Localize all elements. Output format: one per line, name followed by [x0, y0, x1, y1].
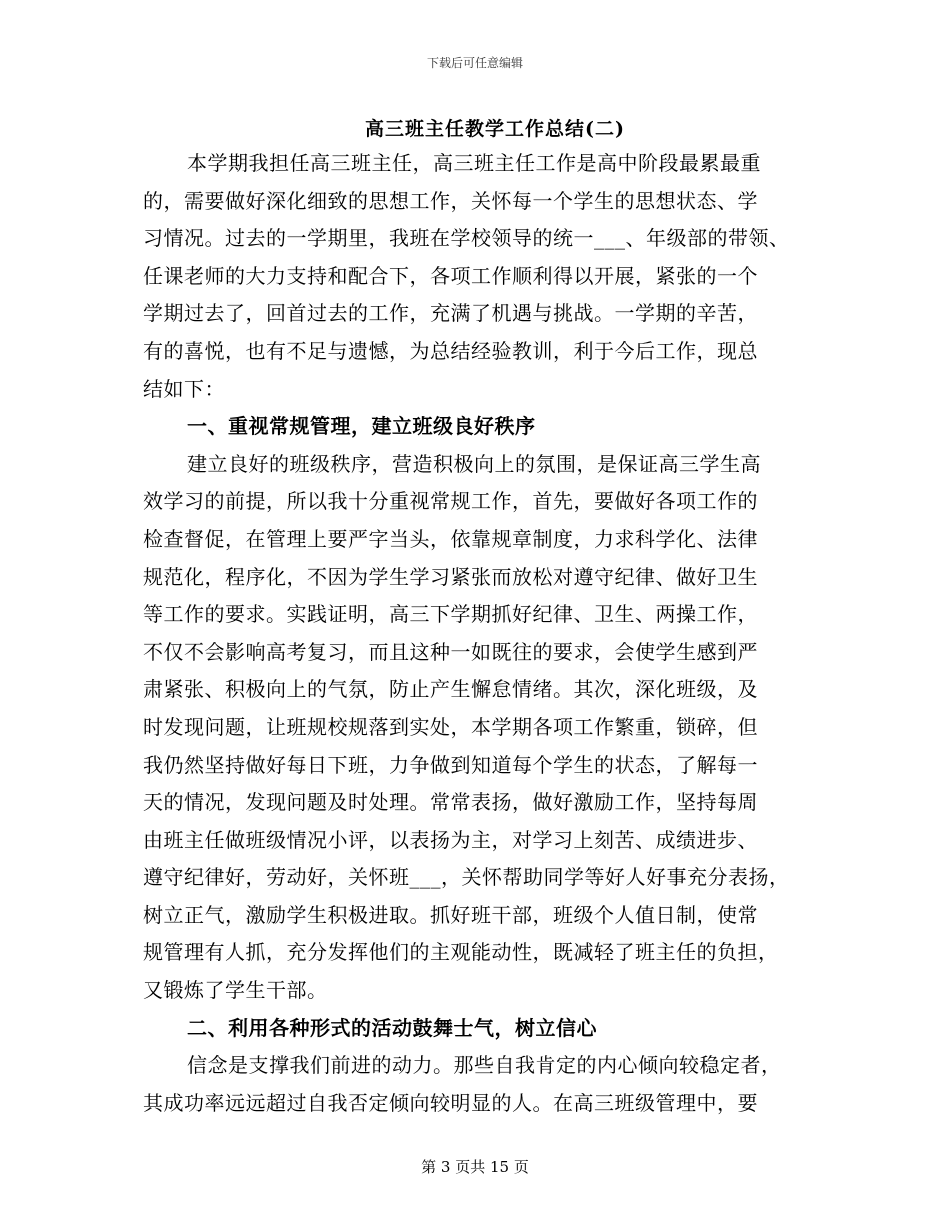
paragraph-line: 其成功率远远超过自我否定倾向较明显的人。在高三班级管理中，要 — [143, 1090, 758, 1115]
paragraph-line: 信念是支撑我们前进的动力。那些自我肯定的内心倾向较稳定者， — [187, 1053, 782, 1078]
header-note: 下载后可任意编辑 — [426, 56, 523, 70]
paragraph-line: 习情况。过去的一学期里，我班在学校领导的统一___、年级部的带领、 — [143, 226, 790, 251]
paragraph-line: 我仍然坚持做好每日下班，力争做到知道每个学生的状态，了解每一 — [143, 752, 758, 777]
document-body — [143, 145, 833, 1122]
section-heading: 二、利用各种形式的活动鼓舞士气，树立信心 — [187, 1015, 597, 1040]
paragraph-line: 天的情况，发现问题及时处理。常常表扬，做好激励工作，坚持每周 — [143, 790, 758, 815]
paragraph-line: 检查督促，在管理上要严字当头，依靠规章制度，力求科学化、法律 — [143, 526, 758, 551]
paragraph-line: 学期过去了，回首过去的工作，充满了机遇与挑战。一学期的辛苦， — [143, 301, 758, 326]
paragraph-line: 效学习的前提，所以我十分重视常规工作，首先，要做好各项工作的 — [143, 489, 758, 514]
paragraph-line: 遵守纪律好，劳动好，关怀班___，关怀帮助同学等好人好事充分表扬， — [143, 865, 790, 890]
paragraph-line: 肃紧张、积极向上的气氛，防止产生懈怠情绪。其次，深化班级，及 — [143, 677, 758, 702]
paragraph-line: 等工作的要求。实践证明，高三下学期抓好纪律、卫生、两操工作， — [143, 602, 758, 627]
paragraph-line: 规范化，程序化，不因为学生学习紧张而放松对遵守纪律、做好卫生 — [143, 564, 758, 589]
paragraph-line: 本学期我担任高三班主任，高三班主任工作是高中阶段最累最重 — [187, 151, 761, 175]
paragraph-line: 的，需要做好深化细致的思想工作，关怀每一个学生的思想状态、学 — [143, 188, 758, 213]
page-number: 第 3 页共 15 页 — [421, 1158, 529, 1176]
paragraph-line: 不仅不会影响高考复习，而且这种一如既往的要求，会使学生感到严 — [143, 639, 758, 664]
paragraph-line: 规管理有人抓，充分发挥他们的主观能动性，既减轻了班主任的负担， — [143, 940, 779, 965]
section-heading: 一、重视常规管理，建立班级良好秩序 — [187, 414, 536, 439]
paragraph-line: 有的喜悦，也有不足与遗憾，为总结经验教训，利于今后工作，现总 — [143, 338, 758, 363]
paragraph-line: 树立正气，激励学生积极进取。抓好班干部，班级个人值日制，使常 — [143, 902, 758, 927]
paragraph-line: 时发现问题，让班规校规落到实处，本学期各项工作繁重，锁碎，但 — [143, 714, 758, 739]
paragraph-line: 又锻炼了学生干部。 — [143, 978, 328, 1003]
paragraph-line: 结如下： — [143, 376, 225, 401]
document-title: 高三班主任教学工作总结(二) — [365, 118, 625, 140]
paragraph-line: 由班主任做班级情况小评，以表扬为主，对学习上刻苦、成绩进步、 — [143, 827, 758, 852]
paragraph-line: 任课老师的大力支持和配合下，各项工作顺利得以开展，紧张的一个 — [143, 263, 758, 288]
paragraph-line: 建立良好的班级秩序，营造积极向上的氛围，是保证高三学生高 — [187, 451, 761, 476]
